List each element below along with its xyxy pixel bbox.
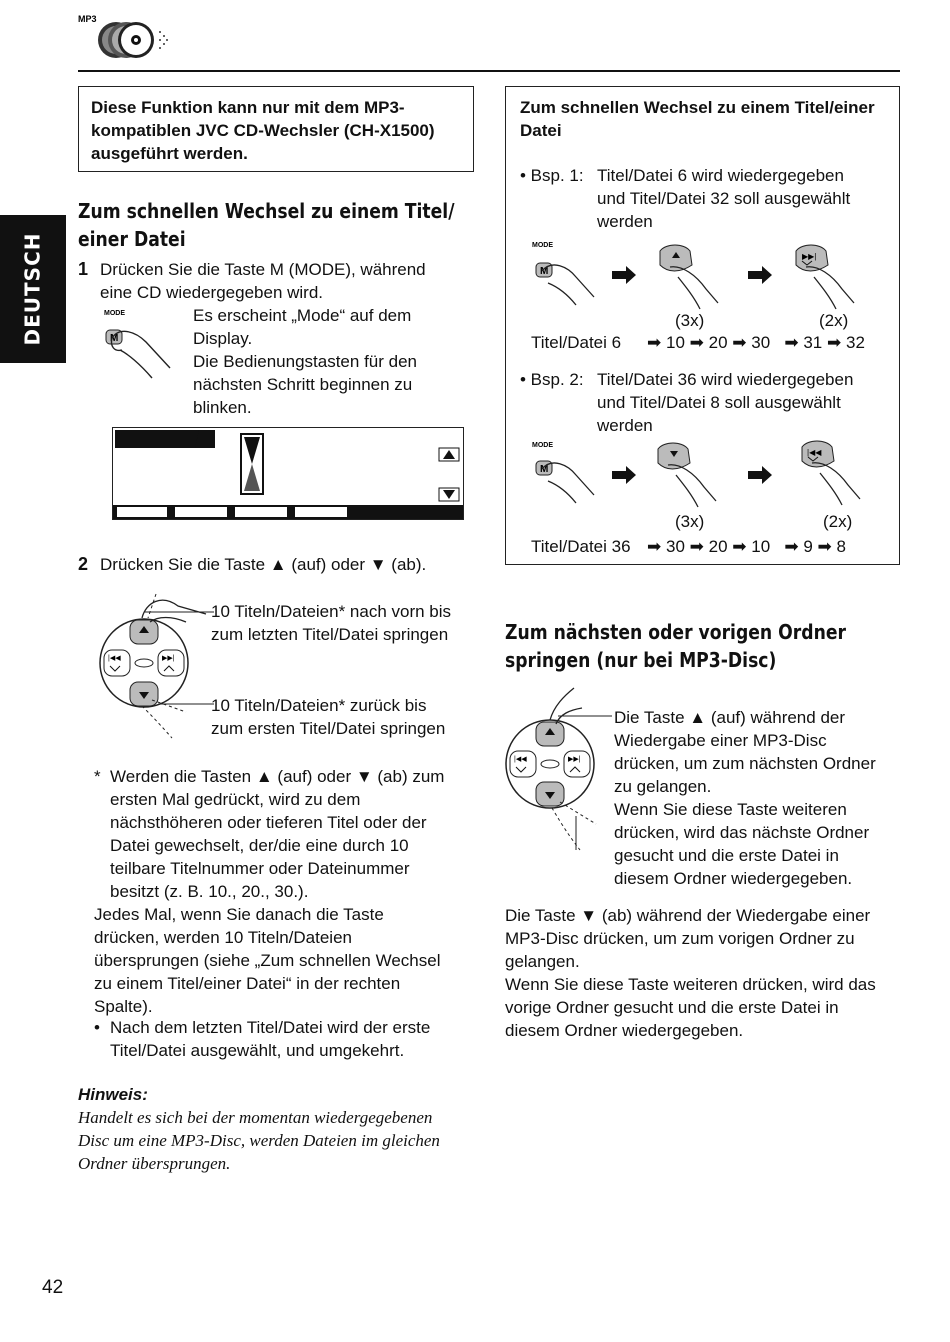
ex2-line: und Titel/Datei 8 soll ausgewählt [597, 393, 841, 412]
hourglass-icon [241, 434, 263, 494]
arrow-right-icon: ➡ [817, 537, 832, 556]
ex2-count-a: (3x) [675, 512, 705, 531]
footnote-line: teilbare Titelnummer oder Dateinummer [110, 859, 410, 878]
ex2-line: Titel/Datei 36 wird wiedergegeben [597, 370, 854, 389]
footnote-line: Werden die Tasten ▲ (auf) oder ▼ (ab) zum [110, 767, 445, 786]
footnote-paragraph [94, 903, 440, 1018]
up-callout-line: zum letzten Titel/Datei springen [211, 625, 449, 644]
m-key: M [110, 333, 119, 344]
arrow-right-icon: ➡ [784, 333, 799, 352]
ex1-line: werden [597, 212, 653, 231]
step1-line: Drücken Sie die Taste M (MODE), während [100, 260, 426, 279]
footnote-line: besitzt (z. B. 10., 20., 30.). [110, 882, 309, 901]
folder-para-line: gelangen. [505, 952, 580, 971]
section2-title [505, 618, 846, 674]
folder-para-line: MP3-Disc drücken, um zum vorigen Ordner zu [505, 929, 855, 948]
ex1-count-b: (2x) [819, 311, 849, 330]
step2-number: 2 [78, 554, 89, 574]
section2-title-line: Zum nächsten oder vorigen Ordner [505, 620, 846, 644]
example-title-line: Zum schnellen Wechsel zu einem Titel/einer [520, 98, 875, 117]
lcd-display [112, 427, 464, 520]
footnote-para-line: übersprungen (siehe „Zum schnellen Wechsel [94, 951, 441, 970]
section1-title [78, 197, 454, 253]
ex2-illustration [530, 437, 890, 517]
section1-title-line: einer Datei [78, 227, 186, 251]
example-title-line: Datei [520, 121, 562, 140]
ex2-seq-value: 8 [836, 537, 846, 556]
up-callout [211, 600, 451, 646]
folder-callout [614, 706, 876, 890]
arrow-right-icon: ➡ [732, 537, 747, 556]
example-box [505, 86, 900, 565]
svg-text:|◀◀: |◀◀ [514, 756, 527, 763]
step1-detail-line: Es erscheint „Mode“ auf dem [193, 306, 412, 325]
down-callout-line: 10 Titeln/Dateien* zurück bis [211, 696, 427, 715]
ex2-start: Titel/Datei 36 [531, 537, 631, 556]
section2-title-line: springen (nur bei MP3-Disc) [505, 648, 777, 672]
footnote-line: ersten Mal gedrückt, wird zu dem [110, 790, 361, 809]
notice-line: ausgeführt werden. [91, 144, 248, 163]
ex1-illustration [530, 237, 890, 317]
arrow-right-icon: ➡ [647, 333, 662, 352]
folder-callout-line: drücken, um zum nächsten Ordner [614, 754, 876, 773]
hinweis-line: Disc um eine MP3-Disc, werden Dateien im gleichen [78, 1131, 440, 1150]
mp3-logo [78, 12, 178, 64]
ex2-m-key: M [540, 464, 549, 475]
step1-number: 1 [78, 259, 89, 279]
folder-para-line: Wenn Sie diese Taste weiteren drücken, wird das [505, 975, 876, 994]
svg-text:▶▶|: ▶▶| [802, 252, 817, 261]
folder-callout-line: Wenn Sie diese Taste weiteren [614, 800, 847, 819]
step1-detail-line: nächsten Schritt beginnen zu [193, 375, 413, 394]
notice-box [78, 86, 474, 172]
language-tab [0, 215, 66, 363]
ex1-mode-label: MODE [532, 242, 553, 249]
ex2-mode-label: MODE [532, 442, 553, 449]
notice-line: kompatiblen JVC CD-Wechsler (CH-X1500) [91, 121, 435, 140]
ex2-label: • Bsp. 2: [520, 370, 584, 389]
arrow-right-icon: ➡ [827, 333, 842, 352]
ex1-seq-value: 31 [803, 333, 823, 352]
ex1-start: Titel/Datei 6 [531, 333, 622, 352]
ex1-line: und Titel/Datei 32 soll ausgewählt [597, 189, 851, 208]
ex1-seq-value: 10 [665, 333, 685, 352]
step1-text [100, 258, 426, 304]
footnote-line: nächsthöheren oder tieferen Titel oder der [110, 813, 427, 832]
hinweis-line: Handelt es sich bei der momentan wiedergegebenen [78, 1108, 433, 1127]
ex1-text [597, 164, 850, 233]
ex1-line: Titel/Datei 6 wird wiedergegeben [597, 166, 844, 185]
footnote-star: * [94, 767, 101, 786]
footnote-bullet-line: Nach dem letzten Titel/Datei wird der erste [110, 1018, 431, 1037]
folder-callout-line: diesem Ordner wiedergegeben. [614, 869, 853, 888]
mp3-logo-text: MP3 [78, 14, 97, 24]
svg-text:▶▶|: ▶▶| [568, 756, 581, 763]
down-callout-line: zum ersten Titel/Datei springen [211, 719, 446, 738]
mode-label: MODE [104, 310, 125, 317]
ex2-sequence [531, 535, 846, 558]
folder-callout-line: zu gelangen. [614, 777, 712, 796]
step1-detail-line: blinken. [193, 398, 252, 417]
arrow-right-icon: ➡ [689, 333, 704, 352]
step1-detail-line: Display. [193, 329, 253, 348]
ex1-sequence [531, 331, 865, 354]
svg-text:|◀◀: |◀◀ [807, 448, 822, 457]
header-rule [78, 70, 900, 72]
ex2-count-b: (2x) [823, 512, 853, 531]
ex2-seq-value: 20 [708, 537, 728, 556]
footnote-para-line: drücken, werden 10 Titeln/Dateien [94, 928, 352, 947]
ex2-seq-value: 9 [803, 537, 813, 556]
step1-detail [193, 304, 417, 419]
hinweis-text [78, 1106, 440, 1175]
footnote-bullet: • [94, 1018, 100, 1037]
arrow-right-icon: ➡ [732, 333, 747, 352]
ex1-label: • Bsp. 1: [520, 166, 584, 185]
footnote-para-line: Jedes Mal, wenn Sie danach die Taste [94, 905, 384, 924]
ex2-seq-value: 10 [751, 537, 771, 556]
control-pad-illustration [96, 588, 216, 743]
ex1-seq-value: 20 [708, 333, 728, 352]
step1-line: eine CD wiedergegeben wird. [100, 283, 324, 302]
mode-button-illustration [100, 306, 180, 382]
language-tab-label: DEUTSCH [20, 232, 45, 346]
folder-para-line: Die Taste ▼ (ab) während der Wiedergabe einer [505, 906, 871, 925]
ex2-text [597, 368, 853, 437]
arrow-right-icon: ➡ [784, 537, 799, 556]
footnote-bullet-text [110, 1016, 430, 1062]
ex1-seq-value: 30 [751, 333, 771, 352]
ex2-seq-value: 30 [665, 537, 685, 556]
hinweis-title: Hinweis: [78, 1085, 148, 1104]
folder-para-line: vorige Ordner gesucht und die erste Datei in [505, 998, 839, 1017]
footnote-para-line: zu einem Titel/einer Datei“ in der rechten [94, 974, 401, 993]
ex1-seq-value: 32 [845, 333, 865, 352]
footnote-star-text [110, 765, 444, 903]
up-callout-line: 10 Titeln/Dateien* nach vorn bis [211, 602, 452, 621]
folder-callout-line: Die Taste ▲ (auf) während der [614, 708, 846, 727]
folder-para-line: diesem Ordner wiedergegeben. [505, 1021, 744, 1040]
ex1-count-a: (3x) [675, 311, 705, 330]
ex1-m-key: M [540, 266, 549, 277]
ex2-line: werden [597, 416, 653, 435]
step1-detail-line: Die Bedienungstasten für den [193, 352, 417, 371]
footnote-bullet-line: Titel/Datei ausgewählt, und umgekehrt. [110, 1041, 405, 1060]
svg-text:|◀◀: |◀◀ [108, 655, 121, 662]
arrow-right-icon: ➡ [689, 537, 704, 556]
svg-text:▶▶|: ▶▶| [162, 655, 175, 662]
hinweis-line: Ordner übersprungen. [78, 1154, 231, 1173]
folder-callout-line: Wiedergabe einer MP3-Disc [614, 731, 827, 750]
footnote-para-line: Spalte). [94, 997, 153, 1016]
folder-callout-line: drücken, wird das nächste Ordner [614, 823, 870, 842]
arrow-right-icon: ➡ [647, 537, 662, 556]
page-number: 42 [42, 1277, 64, 1298]
folder-callout-line: gesucht und die erste Datei in [614, 846, 839, 865]
folder-control-illustration [500, 684, 612, 854]
notice-line: Diese Funktion kann nur mit dem MP3- [91, 98, 405, 117]
step2-text: Drücken Sie die Taste ▲ (auf) oder ▼ (ab). [100, 555, 427, 574]
down-callout [211, 694, 445, 740]
folder-paragraph [505, 904, 876, 1042]
footnote-line: Datei gewechselt, der/die eine durch 10 [110, 836, 409, 855]
section1-title-line: Zum schnellen Wechsel zu einem Titel/ [78, 199, 455, 223]
